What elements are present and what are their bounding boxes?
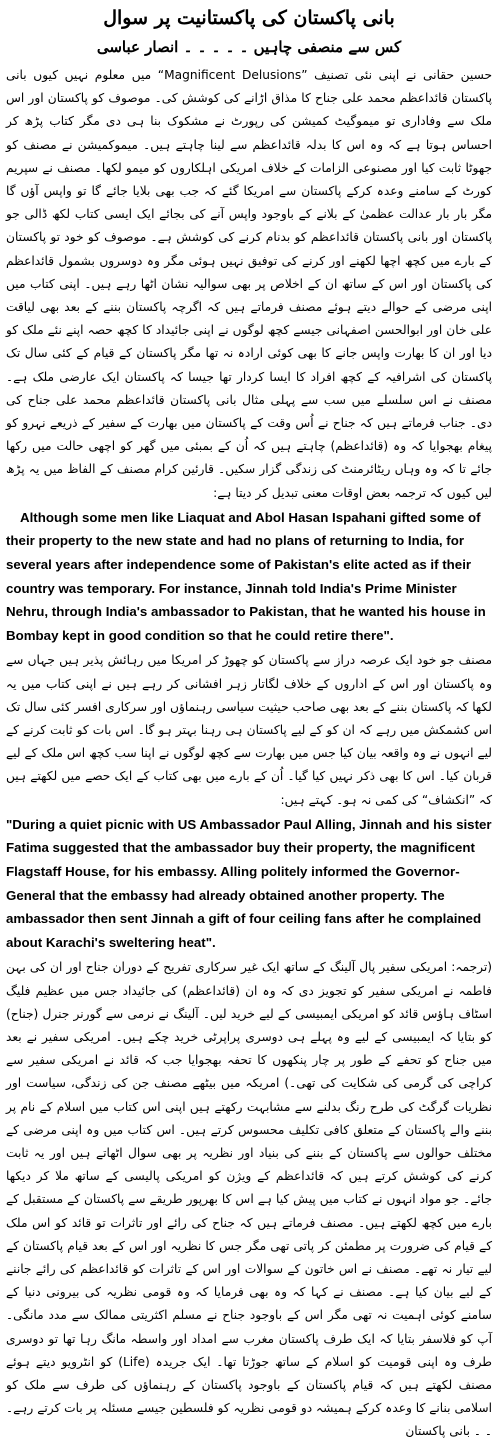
article-byline: کس سے منصفی چاہیں ۔ ۔ ۔ ۔ ۔ انصار عباسی bbox=[96, 38, 402, 56]
article-title: بانی پاکستان کی پاکستانیت پر سوال bbox=[103, 7, 395, 29]
english-quote-1-text: Although some men like Liaquat and Abol Hasan Ispahani gifted some of their property to the new state and had no plans of returning to India, for several years after independence some of Pakistan's elite acted as if their country was temporary. For instance, Jinnah told India's Prime Minister Nehru, through India's ambassador to Pakistan, that he wanted his house in Bombay kept in good condition so that he could retire there". bbox=[6, 509, 486, 643]
urdu-paragraph-3: (ترجمہ: امریکی سفیر پال آلینگ کے ساتھ ایک غیر سرکاری تفریح کے دوران جناح اور ان کی بہن فاطمہ نے امریکی سفیر کو تجویز دی کہ وہ ان (قائداعظم) کی جائیداد جس میں عظیم فلیگ اسٹاف ہاؤس قائد کو امریکی ایمبیسی کے لیے خرید لیں۔ آلینگ نے نرمی سے گورنر جنرل (جناح) کو بتایا کہ ایمبیسی کے لیے وہ پہلے ہی دوسری پراپرٹی خرید چکے ہیں۔ امریکی سفیر نے بعد میں جناح کو تحفے کے طور پر چار پنکھوں کا تحفہ بھجوایا جب کہ قائد نے امریکی سفیر سے کراچی کی گرمی کی شکایت کی تھی۔) امریکہ میں بیٹھے مصنف جن کی زندگی، سیاست اور نظریات گرگٹ کی طرح رنگ بدلنے سے مشابہت رکھتے ہیں اپنی اس کتاب میں اسلام کے نام پر بننے والے پاکستان کے متعلق کافی تکلیف محسوس کرتے ہیں۔ اس کتاب میں وہ اپنی مرضی کے مختلف حوالوں سے پاکستان کے بننے کی بنیاد اور نظریہ پر بھی سوال اٹھاتے ہیں اور یہ ثابت کرنے کی کوشش کرتے ہیں کہ قائداعظم کے ویژن کو امریکی پالیسی کے ساتھ ملا کر دیکھا جائے۔ جو مواد انہوں نے کتاب میں پیش کیا ہے اس کا بھرپور طریقے سے پاکستان کے مستقبل کے بارے میں کچھ لکھتے ہیں۔ مصنف فرماتے ہیں کہ جناح کی رائے اور تاثرات تو قائد کو اس ملک کے قیام کی ضرورت پر مطمئن کر پاتی تھی مگر جس کا نظریہ اور اس کے بعد قیام پاکستان کے لیے تیار نہ تھے۔ مصنف نے اس خاتون کے سوالات اور اس کے تاثرات کو قائداعظم کی رائے جاننے کے لیے بیان کیا ہے۔ مصنف نے کہا کہ وہ بھی فرمایا کہ وہ قومی نظریہ کی بیرونی دنیا کے سامنے کوئی اہمیت نہ تھی مگر اس کے باوجود جناح نے مسلم اکثریتی ممالک سے مدد مانگی۔ آپ کو فلاسفر بتایا کہ ایک طرف پاکستان مغرب سے امداد اور واسطہ مانگ رہا تھا تو دوسری طرف وہ اپنی قومیت کو اسلام کے ساتھ جوڑتا تھا۔ ایک جریدہ (Life) کو انٹرویو دیتے ہوئے مصنف لکھتے ہیں کہ قیام پاکستان کے باوجود پاکستان کے رہنماؤں کی طرف سے ملک کو اسلامی بنانے کا وعدہ کرکے ہمیشہ دو قومی نظریہ کو فلسطین جیسے مسئلہ پر بات کرتے رہے۔ ۔ ۔ بانی پاکستان bbox=[6, 960, 492, 1439]
urdu-paragraph-1: حسین حقانی نے اپنی نئی تصنیف ”Magnificent Delusions“ میں معلوم نہیں کیوں بانی پاکستان قائداعظم محمد علی جناح کا مذاق اڑانے کی کوشش کی۔ موصوف کو پاکستان اور اس ملک سے وفاداری تو میموگیٹ کمیشن کی رپورٹ نے مشکوک بنا ہی دی مگر کتاب پڑھ کر احساس ہوتا ہے کہ وہ اس کا بدلہ قائداعظم سے لینا چاہتے ہیں۔ میموکمیشن نے مصنف کو جھوٹا ثابت کیا اور مصنوعی الزامات کے خلاف امریکی اہلکاروں کو میمو لکھا۔ مصنف نے سپریم کورٹ کے سامنے وعدہ کرکے پاکستان سے امریکا گئے کہ جب بھی بلایا جائے گا تو واپس آؤں گا مگر بار بار عدالت عظمیٰ کے بلانے کے باوجود واپس آنے کی بجائے ایک ایسی کتاب لکھ ڈالی جو پاکستان اور بانی پاکستان قائداعظم کو بدنام کرنے کی کوشش ہے۔ موصوف کو خود تو پاکستان کے بارے میں کچھ اچھا لکھنے اور کرنے کی توفیق نہیں ہوئی مگر وہ دوسروں بشمول قائداعظم کی پاکستان اور اس کے ساتھ ان کے اخلاص پر بھی سوالیہ نشان اٹھا رہے ہیں۔ اپنی کتاب میں اپنی مرضی کے حوالے دیتے ہوئے مصنف فرماتے ہیں کہ اگرچہ پاکستان بننے کے بعد بھی لیاقت علی خان اور ابوالحسن اصفہانی جیسے کچھ لوگوں نے اپنی جائیداد کا کچھ حصہ اپنے نئے ملک کو دیا اور ان کا بھارت واپس جانے کا بھی کوئی ارادہ نہ تھا مگر پاکستان کے قیام کے کئی سال تک پاکستان کی اشرافیہ کے کچھ افراد کا ایسا کردار تھا جیسا کہ پاکستان ایک عارضی ملک ہے۔ مصنف نے اس سلسلے میں سب سے پہلی مثال بانی پاکستان قائداعظم محمد علی جناح کی دی۔ جناب فرماتے ہیں کہ جناح نے اُس وقت کے پاکستان میں بھارت کے سفیر کے ذریعے نہرو کو پیغام بھجوایا کہ وہ (قائداعظم) چاہتے ہیں کہ اُن کے بمبئی میں گھر کو اچھی حالت میں رکھا جائے تا کہ وہ وہاں ریٹائرمنٹ کی زندگی گزار سکیں۔ قارئین کرام مصنف کے الفاظ میں یہ پڑھ لیں کیوں کہ ترجمہ بعض اوقات معنی تبدیل کر دیتا ہے: bbox=[6, 68, 492, 500]
english-quote-2: "During a quiet picnic with US Ambassador Paul Alling, Jinnah and his sister Fatima suggested that the ambassador buy their property, the magnificent Flagstaff House, for his embassy. Alling politely informed the Governor-General that the embassy had already obtained another property. The ambassador then sent Jinnah a gift of four ceiling fans after he complained about Karachi's sweltering heat". bbox=[6, 816, 492, 950]
english-quote-1 bbox=[6, 506, 492, 648]
urdu-paragraph-2: مصنف جو خود ایک عرصہ دراز سے پاکستان کو چھوڑ کر امریکا میں رہائش پذیر ہیں جہاں سے وہ پاکستان اور اس کے اداروں کے خلاف لگاتار زہر افشانی کر رہے ہیں نے اپنی کتاب میں یہ لکھا کہ پاکستان بننے کے بعد بھی صاحب حیثیت سیاسی رہنماؤں اور سرکاری افسر کئی سال تک اس کشمکش میں رہے کہ ان کو کے لیے پاکستان ہی رہنا بہتر ہو گا۔ اس بات کو ثابت کرنے کے لیے انہوں نے وہ واقعہ بیان کیا جس میں بھارت سے کچھ لوگوں نے اپنا سب کچھ اس ملک کے لیے قربان کیا۔ اس کا بھی ذکر نہیں کیا گیا۔ اُن کے بارے میں بھی کتاب کے ایک حصے میں لکھتے ہیں کہ ”انکشاف“ کی کمی نہ ہو۔ کہتے ہیں: bbox=[6, 653, 492, 807]
